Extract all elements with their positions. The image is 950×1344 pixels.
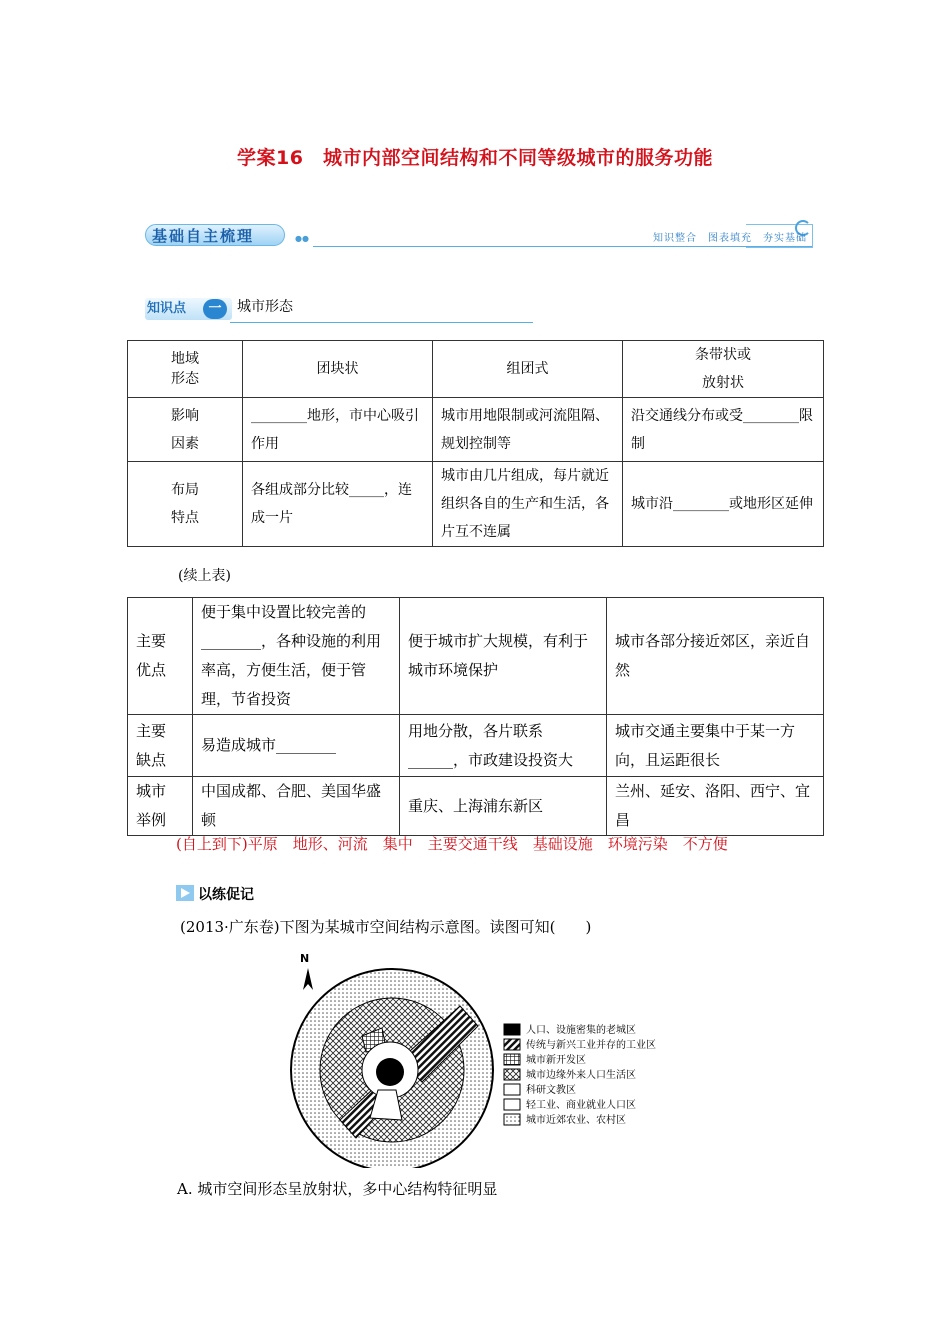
play-arrow-icon	[176, 885, 194, 901]
table-cell: 便于集中设置比较完善的________，各种设施的利用率高，方便生活，便于管理，节省投资	[193, 598, 400, 715]
table-header-cell: 组团式	[433, 341, 623, 398]
legend-label: 城市近郊农业、农村区	[526, 1115, 626, 1126]
option-a[interactable]: A. 城市空间形态呈放射状，多中心结构特征明显	[177, 1180, 498, 1198]
table-cell: 兰州、延安、洛阳、西宁、宜昌	[607, 777, 824, 836]
map-legend	[504, 1023, 656, 1126]
table-header-cell: 条带状或 放射状	[623, 341, 824, 398]
practice-heading	[176, 884, 254, 904]
table-row-header: 主要 缺点	[128, 715, 193, 777]
table-row-header: 布局 特点	[128, 462, 243, 547]
table-row	[128, 462, 824, 547]
city-form-table	[127, 340, 824, 547]
legend-label: 科研文教区	[526, 1085, 576, 1096]
old-town-core	[376, 1058, 404, 1086]
legend-label: 人口、设施密集的老城区	[526, 1025, 636, 1036]
legend-label: 城市边缘外来人口生活区	[526, 1070, 636, 1081]
knowledge-point-tag: 知识点	[145, 298, 232, 320]
table-cell: 各组成部分比较_____，连成一片	[243, 462, 433, 547]
legend-label: 轻工业、商业就业人口区	[526, 1100, 636, 1111]
banner-divider	[313, 246, 813, 247]
table-cell: 城市交通主要集中于某一方向，且运距很长	[607, 715, 824, 777]
table-cell: 城市用地限制或河流阻隔、规划控制等	[433, 398, 623, 462]
table-cell: 中国成都、合肥、美国华盛顿	[193, 777, 400, 836]
table-row-header: 主要 优点	[128, 598, 193, 715]
table-row	[128, 341, 824, 398]
table-row	[128, 715, 824, 777]
city-structure-map	[282, 948, 712, 1168]
banner-subtitle: 知识整合 图表填充 夯实基础	[653, 233, 807, 244]
north-arrow	[300, 952, 313, 990]
table-cell: 城市沿________或地形区延伸	[623, 462, 824, 547]
table-cell: 用地分散，各片联系______，市政建设投资大	[400, 715, 607, 777]
knowledge-point-header	[145, 294, 533, 324]
answer-line: (自上到下)平原 地形、河流 集中 主要交通干线 基础设施 环境污染 不方便	[176, 835, 728, 853]
banner-dots-icon: ●●	[295, 234, 309, 243]
table-cell: 城市由几片组成，每片就近组织各自的生产和生活，各片互不连属	[433, 462, 623, 547]
section-banner	[145, 222, 813, 250]
question-text: (2013·广东卷)下图为某城市空间结构示意图。读图可知( )	[180, 918, 592, 936]
knowledge-point-divider	[230, 322, 533, 323]
continued-label: (续上表)	[178, 568, 231, 584]
table-row-header: 影响 因素	[128, 398, 243, 462]
table-row	[128, 398, 824, 462]
table-row	[128, 777, 824, 836]
table-cell: ________地形，市中心吸引作用	[243, 398, 433, 462]
table-header-cell: 团块状	[243, 341, 433, 398]
table-cell: 重庆、上海浦东新区	[400, 777, 607, 836]
section-banner-label: 基础自主梳理	[145, 224, 285, 246]
table-cell: 易造成城市________	[193, 715, 400, 777]
table-row-header: 城市 举例	[128, 777, 193, 836]
table-header-cell: 地域 形态	[128, 341, 243, 398]
north-label: N	[300, 952, 310, 965]
legend-label: 城市新开发区	[526, 1055, 586, 1066]
page-title: 学案16 城市内部空间结构和不同等级城市的服务功能	[237, 147, 713, 169]
practice-label: 以练促记	[198, 887, 254, 903]
table-cell: 沿交通线分布或受________限制	[623, 398, 824, 462]
table-cell: 便于城市扩大规模，有利于城市环境保护	[400, 598, 607, 715]
legend-label: 传统与新兴工业并存的工业区	[526, 1040, 656, 1051]
knowledge-point-number: 一	[203, 299, 227, 319]
knowledge-point-title: 城市形态	[237, 299, 293, 315]
city-form-table-continued	[127, 597, 824, 836]
table-row	[128, 598, 824, 715]
table-cell: 城市各部分接近郊区，亲近自然	[607, 598, 824, 715]
